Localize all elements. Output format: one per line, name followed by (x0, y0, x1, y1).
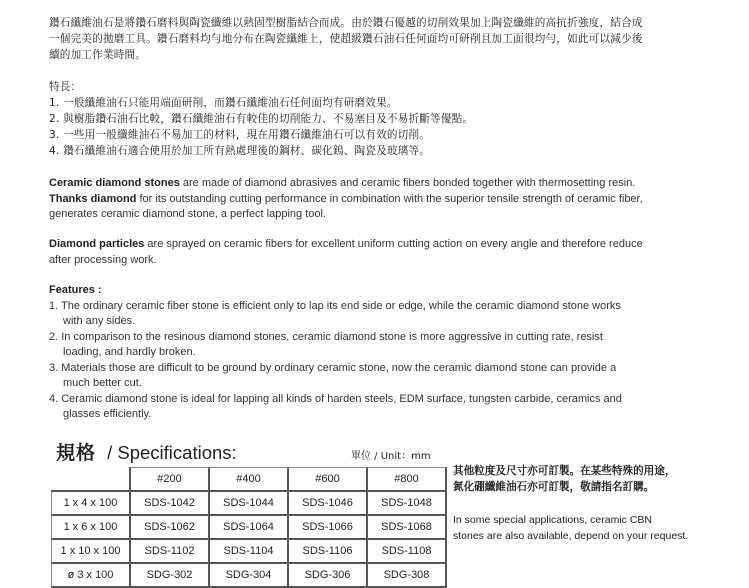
intro-zh-line: 鑽石纖維油石是將鑽石磨料與陶瓷纖維以熱固型樹脂結合而成。由於鑽石優越的切削效果加上陶瓷纖維的高抗折強度，結合成 (49, 17, 643, 29)
table-cell: SDS-1106 (289, 540, 368, 564)
side-note-en (453, 512, 743, 544)
table-row (51, 492, 447, 516)
intro-en-paragraph-1 (49, 176, 749, 223)
table-cell: SDS-1048 (368, 492, 447, 516)
features-en-item (49, 392, 749, 423)
features-en-item-line: with any sides. (63, 315, 136, 327)
features-en (49, 283, 749, 423)
table-cell: SDS-1046 (289, 492, 368, 516)
side-note-zh-line: 其他粒度及尺寸亦可訂製。在某些特殊的用途， (453, 465, 676, 477)
features-en-item-line: 3. Materials those are difficult to be ground by ordinary ceramic stone, now the ceramic diamond stone can provide a (49, 361, 617, 374)
features-en-item (49, 330, 749, 361)
features-en-item-line: loading, and hardly broken. (63, 346, 196, 358)
table-header-row (51, 467, 447, 492)
table-cell: SDG-306 (289, 564, 368, 588)
table-cell: SDG-304 (210, 564, 289, 588)
table-cell: SDS-1064 (210, 516, 289, 540)
features-en-item (49, 299, 749, 330)
features-zh-item: 4. 鑽石纖維油石適合使用於加工所有熱處理後的鋼材、碳化鎢、陶瓷及玻璃等。 (49, 145, 431, 157)
table-size-cell: 1 x 6 x 100 (51, 516, 131, 540)
features-en-item-line: much better cut. (63, 377, 142, 389)
intro-en-text: are sprayed on ceramic fibers for excellent uniform cutting action on every angle and therefore reduce (144, 238, 643, 250)
intro-en-text: after processing work. (49, 253, 157, 266)
features-en-heading: Features : (49, 284, 102, 296)
specs-unit: 單位 / Unit：mm (351, 451, 431, 462)
intro-zh (49, 15, 739, 63)
features-en-item-line: 2. In comparison to the resinous diamond stones, ceramic diamond stone is more aggressive in cutting rate, resist (49, 330, 603, 343)
side-note-zh-line: 氮化硼纖維油石亦可訂製，敬請指名訂購。 (453, 481, 655, 493)
table-cell: SDS-1062 (131, 516, 210, 540)
table-cell: SDS-1102 (131, 540, 210, 564)
intro-zh-line: 一個完美的拋磨工具。鑽石磨料均勻地分布在陶瓷纖維上，使超級鑽石油石任何面均可研削且加工面很均勻，如此可以減少後 (49, 33, 643, 45)
table-cell: SDS-1044 (210, 492, 289, 516)
intro-en-paragraph-2 (49, 237, 749, 268)
table-cell: SDG-308 (368, 564, 447, 588)
side-note-en-line: In some special applications, ceramic CBN (453, 514, 652, 526)
table-header-cell: #400 (210, 467, 289, 492)
table-cell: SDS-1068 (368, 516, 447, 540)
features-en-item (49, 361, 749, 392)
intro-en-text: are made of diamond abrasives and ceramic fibers bonded together with thermosetting resin. (179, 177, 636, 189)
features-zh-item: 1. 一般纖維油石只能用端面研削，而鑽石纖維油石任何面均有研磨效果。 (49, 97, 398, 109)
side-note-en-line: stones are also available, depend on your request. (453, 530, 689, 542)
bold-term: Diamond particles (49, 238, 145, 250)
table-size-cell: ø 3 x 100 (51, 564, 131, 588)
features-zh-heading: 特長： (49, 81, 82, 93)
side-note-zh (453, 463, 743, 495)
intro-en-text: generates ceramic diamond stone, a perfect lapping tool. (49, 208, 326, 220)
table-header-cell: #200 (131, 467, 210, 492)
features-zh-item: 3. 一些用一般纖維油石不易加工的材料，現在用鑽石纖維油石可以有效的切削。 (49, 129, 431, 141)
features-en-item-line: 1. The ordinary ceramic fiber stone is efficient only to lap its end side or edge, while the ceramic diamond stone works (49, 299, 621, 312)
intro-zh-line: 續的加工作業時間。 (49, 49, 147, 61)
table-cell: SDS-1108 (368, 540, 447, 564)
table-row (51, 540, 447, 564)
bold-term: Ceramic diamond stones (49, 177, 180, 189)
table-cell: SDG-302 (131, 564, 210, 588)
features-en-item-line: 4. Ceramic diamond stone is ideal for lapping all kinds of harden steels, EDM surface, tungsten carbide, ceramics and (49, 392, 622, 405)
table-size-cell: 1 x 10 x 100 (51, 540, 131, 564)
table-size-cell: 1 x 4 x 100 (51, 492, 131, 516)
bold-term: Thanks diamond (49, 192, 137, 205)
specs-title-zh: 規格 (56, 442, 97, 464)
table-row (51, 516, 447, 540)
table-header-cell: #800 (368, 467, 447, 492)
table-cell: SDS-1042 (131, 492, 210, 516)
table-cell: SDS-1066 (289, 516, 368, 540)
features-zh (49, 79, 739, 159)
features-en-item-line: glasses efficiently. (63, 408, 152, 420)
table-corner (51, 467, 131, 492)
intro-en-text: for its outstanding cutting performance in combination with the superior tensile strength of ceramic fiber, (136, 192, 643, 205)
table-header-cell: #600 (289, 467, 368, 492)
table-cell: SDS-1104 (210, 540, 289, 564)
specs-title-en: / Specifications: (107, 442, 237, 463)
table-row (51, 564, 447, 588)
specs-title (56, 438, 237, 465)
specs-table (51, 467, 447, 588)
features-zh-item: 2. 與樹脂鑽石油石比較，鑽石纖維油石有較佳的切削能力、不易塞目及不易折斷等優點。 (49, 113, 474, 125)
